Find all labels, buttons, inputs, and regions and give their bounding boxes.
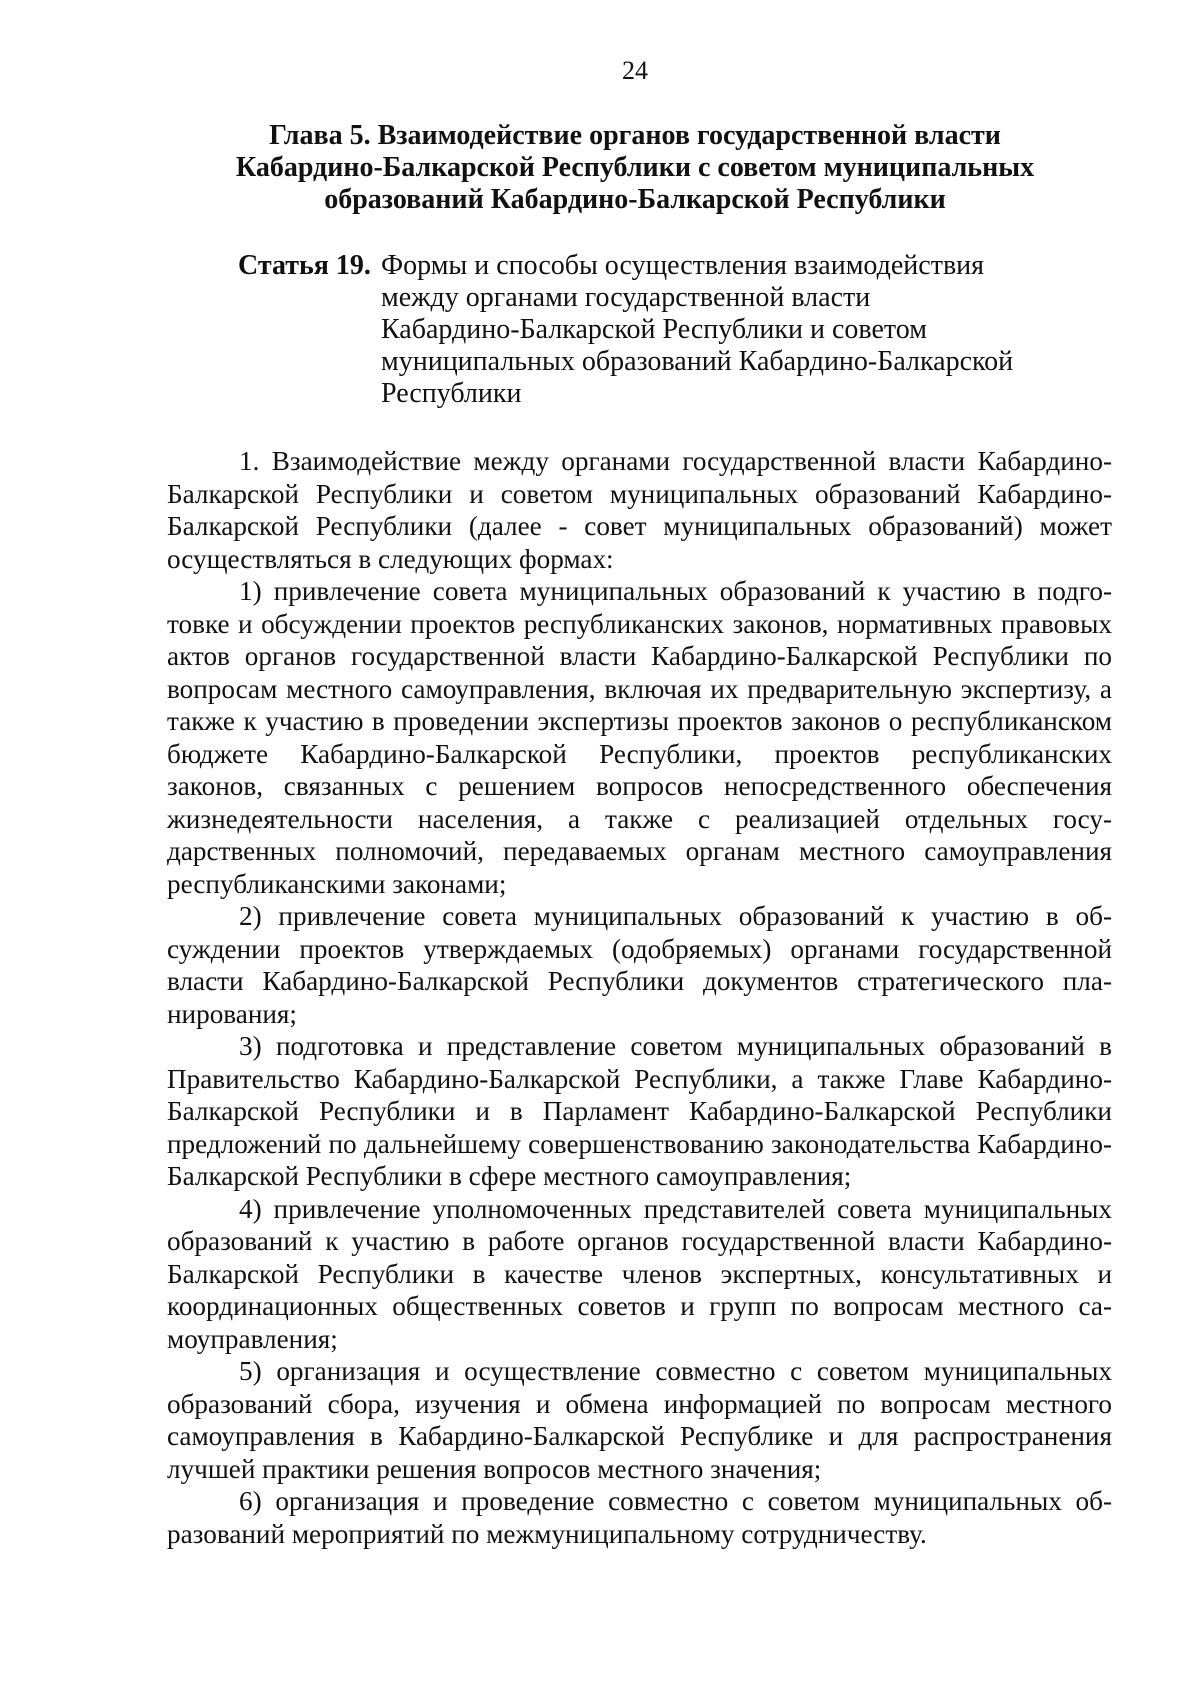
article-title-line: Республики — [381, 378, 522, 409]
paragraph: 1) привлечение совета муниципальных образований к участию в подготовке и обсуждении проектов республиканских законов, нормативных правовых актов органов государственной власти Кабардино-Балкарской Республики по вопросам местного самоуправления, включая их предварительную экспертизу, а также к участию в проведении экспертизы проектов законов о республиканском бюджете Кабардино-Балкарской Республики, проектов республиканских законов, связанных с решением вопросов непосредственного обеспечения жизнедеятельности населения, а также с реализацией отдельных государственных полномочий, передаваемых органам местного самоуправления республиканскими законами; — [167, 576, 1112, 899]
article-title-line: Формы и способы осуществления взаимодействия — [381, 250, 985, 281]
article-label: Статья 19. — [238, 250, 371, 281]
paragraph: 2) привлечение совета муниципальных образований к участию в обсуждении проектов утверждаемых (одобряемых) органами государственной власти Кабардино-Балкарской Республики документов стратегического планирования; — [167, 901, 1112, 1029]
article-body — [167, 445, 1112, 1550]
paragraph: 4) привлечение уполномоченных представителей совета муниципальных образований к участию в работе органов государственной власти Кабардино-Балкарской Республики в качестве членов экспертных, консультативных и координационных общественных советов и групп по вопросам местного самоуправления; — [167, 1193, 1112, 1354]
article-title-line: Кабардино-Балкарской Республики и советом — [381, 314, 927, 345]
chapter-title-line: Глава 5. Взаимодействие органов государственной власти — [269, 120, 1001, 151]
chapter-title-line: образований Кабардино-Балкарской Республики — [324, 184, 946, 215]
paragraph: 5) организация и осуществление совместно с советом муниципальных образований сбора, изучения и обмена информацией по вопросам местного самоуправления в Кабардино-Балкарской Республике и для распространения лучшей практики решения вопросов местного значения; — [167, 1356, 1112, 1484]
article-title-line: между органами государственной власти — [381, 282, 871, 313]
article-title — [381, 250, 1068, 410]
article-title-line: муниципальных образований Кабардино-Балкарской — [381, 346, 1014, 377]
page-number: 24 — [622, 56, 648, 85]
article-heading — [238, 250, 1068, 410]
paragraph: 1. Взаимодействие между органами государственной власти Кабардино-Балкарской Республики и советом муниципальных образований Кабардино-Балкарской Республики (далее - совет муниципальных образований) может осуществляться в следующих формах: — [167, 446, 1112, 574]
paragraph: 6) организация и проведение совместно с советом муниципальных образований мероприятий по межмуниципальному сотрудничеству. — [167, 1486, 1112, 1549]
chapter-title-line: Кабардино-Балкарской Республики с советом муниципальных — [235, 152, 1035, 183]
chapter-title — [170, 120, 1100, 216]
paragraph: 3) подготовка и представление советом муниципальных образований в Правительство Кабардино-Балкарской Республики, а также Главе Кабардино-Балкарской Республики и в Парламент Кабардино-Балкарской Республики предложений по дальнейшему совершенствованию законодательства Кабардино-Балкарской Республики в сфере местного самоуправления; — [167, 1031, 1112, 1191]
